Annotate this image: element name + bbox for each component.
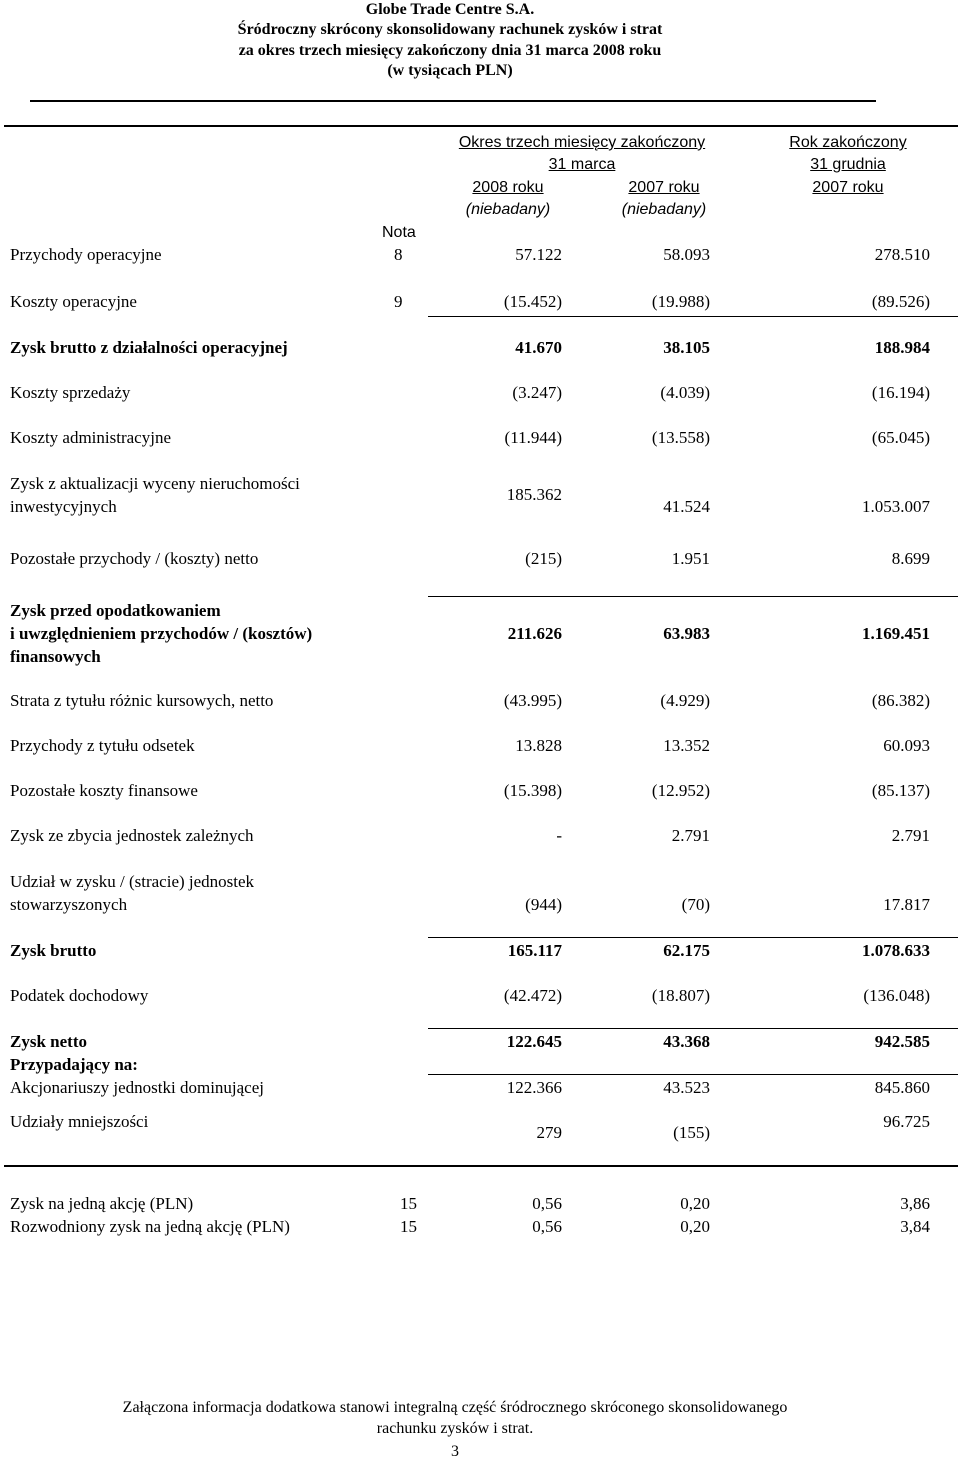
- column-2007q-year: 2007 roku: [628, 179, 700, 196]
- row-value-2008: (43.995): [503, 691, 562, 710]
- column-2008-note: (niebadany): [465, 201, 551, 218]
- row-value-2008: 0,56: [532, 1194, 562, 1213]
- row-value-2008: (3.247): [512, 383, 562, 402]
- column-group-quarter-date: 31 marca: [548, 156, 616, 173]
- company-name: Globe Trade Centre S.A.: [365, 1, 535, 18]
- row-value-2007q: 43.523: [663, 1078, 710, 1097]
- statement-title: Śródroczny skrócony skonsolidowany rachunek zysków i strat: [237, 21, 663, 38]
- row-value-2007y: 3,86: [900, 1194, 930, 1213]
- row-value-2007y: 2.791: [891, 826, 930, 845]
- table-bottom-rule: [4, 1165, 958, 1167]
- row-label: Pozostałe koszty finansowe: [10, 781, 198, 800]
- row-value-2007q: 13.352: [663, 736, 710, 755]
- row-label: Strata z tytułu różnic kursowych, netto: [10, 691, 274, 710]
- row-label: Zysk brutto z działalności operacyjnej: [10, 338, 288, 357]
- row-value-2007q: (12.952): [651, 781, 710, 800]
- row-label: Przychody operacyjne: [10, 245, 162, 264]
- subtotal-rule: [428, 937, 958, 938]
- row-value-2007q: 43.368: [663, 1032, 710, 1051]
- row-value-2007q: 41.524: [663, 497, 710, 516]
- row-label-continued: i uwzględnieniem przychodów / (kosztów): [10, 624, 313, 643]
- row-value-2008: (42.472): [503, 986, 562, 1005]
- row-value-2007y: 188.984: [874, 338, 930, 357]
- row-value-2007y: 278.510: [874, 245, 930, 264]
- column-2007y-year: 2007 roku: [812, 179, 884, 196]
- row-value-2007q: 58.093: [663, 245, 710, 264]
- header-divider: [30, 100, 876, 102]
- row-label: Zysk brutto: [10, 941, 97, 960]
- row-value-2007q: 0,20: [680, 1194, 710, 1213]
- row-value-2008: (11.944): [504, 428, 562, 447]
- row-value-2007q: (18.807): [651, 986, 710, 1005]
- column-2007q-note: (niebadany): [621, 201, 707, 218]
- row-value-2007y: 60.093: [883, 736, 930, 755]
- nota-heading: Nota: [382, 224, 416, 241]
- row-label: Podatek dochodowy: [10, 986, 149, 1005]
- row-label: Rozwodniony zysk na jedną akcję (PLN): [10, 1217, 290, 1236]
- row-value-2007y: 3,84: [900, 1217, 930, 1236]
- row-label: Koszty operacyjne: [10, 292, 137, 311]
- row-value-2007y: 17.817: [883, 895, 930, 914]
- row-value-2008: (944): [525, 895, 562, 914]
- footer-note: Załączona informacja dodatkowa stanowi integralną część śródrocznego skróconego skonsolidowanego: [122, 1399, 788, 1416]
- row-value-2007q: 1.951: [671, 549, 710, 568]
- row-value-2007y: (136.048): [863, 986, 930, 1005]
- row-value-2008: (215): [525, 549, 562, 568]
- row-label: Zysk ze zbycia jednostek zależnych: [10, 826, 254, 845]
- row-label: Udziały mniejszości: [10, 1112, 149, 1131]
- row-value-2008: 165.117: [507, 941, 562, 960]
- row-value-2007y: (16.194): [871, 383, 930, 402]
- row-label-continued: finansowych: [10, 647, 101, 666]
- row-value-2007y: 1.169.451: [862, 624, 930, 643]
- row-label-continued: stowarzyszonych: [10, 895, 128, 914]
- row-value-2007y: (65.045): [871, 428, 930, 447]
- row-label: Przychody z tytułu odsetek: [10, 736, 195, 755]
- row-value-2008: (15.398): [503, 781, 562, 800]
- row-label: Koszty sprzedaży: [10, 383, 131, 402]
- row-value-2008: 211.626: [507, 624, 562, 643]
- page-number: 3: [451, 1443, 459, 1460]
- row-label: Zysk netto: [10, 1032, 87, 1051]
- row-value-2007y: (85.137): [871, 781, 930, 800]
- row-value-2007q: (4.929): [660, 691, 710, 710]
- row-nota: 15: [400, 1217, 417, 1236]
- row-nota: 9: [394, 292, 403, 311]
- row-label: Koszty administracyjne: [10, 428, 171, 447]
- row-nota: 15: [400, 1194, 417, 1213]
- row-value-2008: 57.122: [515, 245, 562, 264]
- column-2008-year: 2008 roku: [472, 179, 544, 196]
- row-label: Udział w zysku / (stracie) jednostek: [10, 872, 255, 891]
- row-value-2007y: 845.860: [874, 1078, 930, 1097]
- statement-period: za okres trzech miesięcy zakończony dnia 31 marca 2008 roku: [238, 42, 662, 59]
- row-value-2007y: (89.526): [871, 292, 930, 311]
- column-group-year-heading: Rok zakończony: [789, 134, 907, 151]
- row-value-2007q: 0,20: [680, 1217, 710, 1236]
- row-value-2007q: (13.558): [651, 428, 710, 447]
- row-label: Zysk przed opodatkowaniem: [10, 601, 221, 620]
- subtotal-rule: [428, 1028, 958, 1029]
- subtotal-rule: [428, 596, 958, 597]
- row-value-2007y: 8.699: [891, 549, 930, 568]
- row-label: Zysk na jedną akcję (PLN): [10, 1194, 194, 1213]
- row-value-2007q: 38.105: [663, 338, 710, 357]
- row-label-continued: inwestycyjnych: [10, 497, 117, 516]
- row-label: Pozostałe przychody / (koszty) netto: [10, 549, 259, 568]
- row-value-2008: -: [556, 826, 562, 845]
- row-value-2007q: (4.039): [660, 383, 710, 402]
- row-value-2008: 41.670: [515, 338, 562, 357]
- column-group-quarter-heading: Okres trzech miesięcy zakończony: [458, 134, 706, 151]
- column-group-year-date: 31 grudnia: [810, 156, 886, 173]
- row-value-2008: 122.366: [506, 1078, 562, 1097]
- row-value-2007y: (86.382): [871, 691, 930, 710]
- row-value-2007q: 2.791: [671, 826, 710, 845]
- row-value-2008: 122.645: [506, 1032, 562, 1051]
- subtotal-rule: [428, 316, 958, 317]
- table-top-rule: [4, 125, 958, 127]
- row-value-2007q: (19.988): [651, 292, 710, 311]
- row-value-2008: 279: [536, 1123, 562, 1142]
- row-value-2008: (15.452): [503, 292, 562, 311]
- row-value-2007q: (155): [673, 1123, 710, 1142]
- row-value-2007q: 63.983: [663, 624, 710, 643]
- row-label: Akcjonariuszy jednostki dominującej: [10, 1078, 264, 1097]
- row-label: Zysk z aktualizacji wyceny nieruchomości: [10, 474, 300, 493]
- row-value-2007q: (70): [681, 895, 710, 914]
- row-value-2007y: 1.078.633: [862, 941, 930, 960]
- row-value-2007y: 96.725: [883, 1112, 930, 1131]
- row-value-2007y: 942.585: [874, 1032, 930, 1051]
- footer-note-continued: rachunku zysków i strat.: [376, 1420, 534, 1437]
- row-value-2007q: 62.175: [663, 941, 710, 960]
- row-value-2008: 185.362: [506, 485, 562, 504]
- statement-unit: (w tysiącach PLN): [387, 62, 513, 79]
- row-label: Przypadający na:: [10, 1055, 138, 1074]
- row-value-2008: 0,56: [532, 1217, 562, 1236]
- row-value-2008: 13.828: [515, 736, 562, 755]
- row-nota: 8: [394, 245, 403, 264]
- subtotal-rule: [428, 1074, 958, 1075]
- row-value-2007y: 1.053.007: [862, 497, 930, 516]
